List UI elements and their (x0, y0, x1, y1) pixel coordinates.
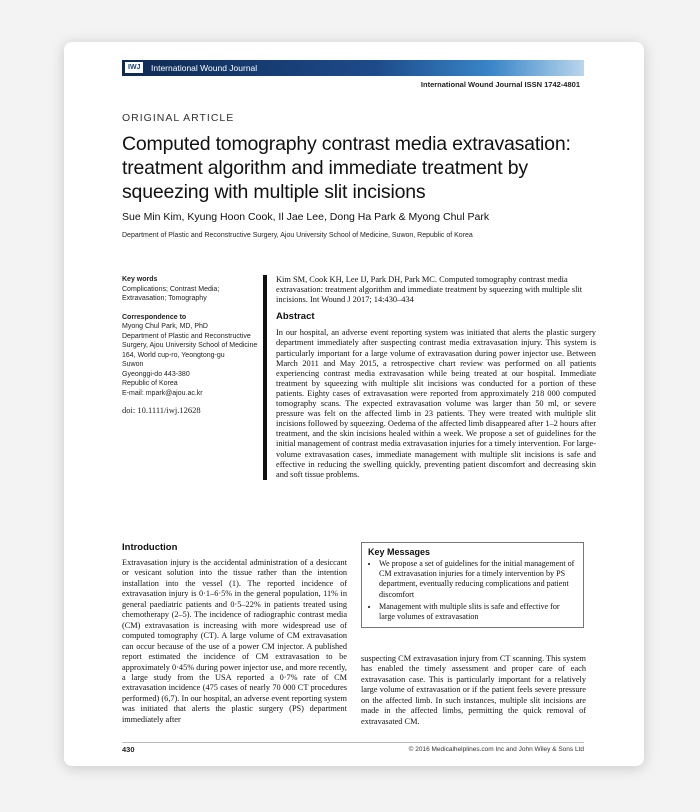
abstract-text: In our hospital, an adverse event reporting system was initiated that alerts the plastic surgery department immediately after suspecting contrast media extravasation injury. This system is particularly important for a large volume of extravasation during power injector use. Between March 2011 and May 2015, a retrospective chart review was performed on all patients experiencing contrast media extravasation while being treated at our hospital. Immediate treatment by squeezing with multiple slit incisions was conducted for a portion of these patients. Eighty cases of extravasation were reported from approximately 218 000 computed tomography scans. The expected extravasation volume was larger than 50 ml, or severe pressure was felt on the affected limb in 23 patients. They were treated with multiple slit incisions followed by squeezing. Oedema of the affected limb disappeared after 1–2 hours after treatment, and the skin incisions healed within a week. We propose a set of guidelines for the initial management of contrast media extravasation injuries for a timely intervention. For large-volume extravasation cases, immediate management with multiple slit incisions is safe and effective in reducing the swelling quickly, preventing patient discomfort and decreasing skin and soft tissue problems. (276, 328, 596, 479)
article-sidebar (122, 275, 262, 416)
affiliation: Department of Plastic and Reconstructive Surgery, Ajou University School of Medicine, Suwon, Republic of Korea (122, 232, 473, 239)
key-message-item: • We propose a set of guidelines for the initial management of CM extravasation injuries for a timely intervention by PS department, eventually reducing complications and patient discomfort (379, 559, 577, 600)
key-message-item: • Management with multiple slits is safe and effective for large volumes of extravasation (379, 602, 577, 622)
introduction-text-right: suspecting CM extravasation injury from CT scanning. This system has enabled the timely assessment and proper care of each extravasation case. This is particularly important for a relatively large volume of extravasation or if the patient feels severe pressure on the affected limb. In such instances, multiple slit incisions are made in the affected limbs, permitting the quick removal of extravasated CM. (361, 654, 586, 726)
abstract-heading: Abstract (276, 311, 315, 323)
citation: Kim SM, Cook KH, Lee IJ, Park DH, Park MC. Computed tomography contrast media extravasation: treatment algorithm and immediate treatment by squeezing with multiple slit incisions. Int Wound J 2017; 14:430–434 (276, 275, 583, 305)
introduction-text-left: Extravasation injury is the accidental administration of a desiccant or vesicant solution into the tissue rather than the intention installation into the vessel (1). The reported incidence of extravasation injury is 0·1–6·5% in the general population, 11% in general paediatric patients and 0·5–22% in patients treated using chemotherapy (2–5). The incidence of radiographic contrast media (CM) extravasation is increasing with more widespread use of computed tomography (CT). A large volume of CM extravasation can occur because of the use of a power CM injector. A published report estimated the incidence of CM extravasation to be approximately 0·45% during power injector use, and more recently, a large study from the USA reported a 0·7% rate of CM extravasation incidence (475 cases of nearly 70 000 CT procedures performed) (6,7). In our hospital, an adverse event reporting system was initiated that alerts the plastic surgery (PS) department immediately after (122, 558, 347, 724)
correspondence-line: Surgery, Ajou University School of Medicine (122, 342, 258, 349)
key-messages-heading: Key Messages (368, 547, 431, 557)
author-list: Sue Min Kim, Kyung Hoon Cook, Il Jae Lee, Dong Ha Park & Myong Chul Park (122, 211, 490, 223)
article-title: Computed tomography contrast media extravasation: treatment algorithm and immediate treatment by squeezing with multiple slit incisions (122, 133, 571, 203)
doi-link[interactable]: doi: 10.1111/iwj.12628 (122, 405, 201, 415)
journal-banner (122, 60, 584, 76)
correspondence-line: Republic of Korea (122, 380, 178, 387)
introduction-heading: Introduction (122, 542, 178, 553)
issn-line: International Wound Journal ISSN 1742-4801 (420, 80, 580, 89)
journal-logo: IWJ (125, 62, 143, 73)
journal-page (64, 42, 644, 766)
page-number: 430 (122, 745, 135, 754)
abstract-box (263, 275, 596, 480)
key-messages-list (368, 559, 577, 622)
correspondence-line: Suwon (122, 361, 144, 368)
correspondence-line: Department of Plastic and Reconstructive (122, 332, 251, 340)
correspondence-line: Myong Chul Park, MD, PhD (122, 323, 208, 330)
correspondence-heading: Correspondence to (122, 313, 187, 321)
keywords-heading: Key words (122, 276, 158, 283)
copyright: © 2016 Medicalhelplines.com Inc and John Wiley & Sons Ltd (408, 746, 584, 753)
correspondence-email[interactable]: E-mail: mpark@ajou.ac.kr (122, 389, 203, 397)
key-messages-box (361, 542, 584, 628)
footer-divider (122, 742, 584, 743)
journal-banner-title: International Wound Journal (151, 63, 258, 73)
article-type: ORIGINAL ARTICLE (122, 112, 235, 124)
keywords: Complications; Contrast Media; Extravasation; Tomography (122, 285, 220, 302)
correspondence-line: 164, World cup-ro, Yeongtong-gu (122, 351, 225, 359)
correspondence-line: Gyeonggi-do 443-380 (122, 370, 190, 378)
